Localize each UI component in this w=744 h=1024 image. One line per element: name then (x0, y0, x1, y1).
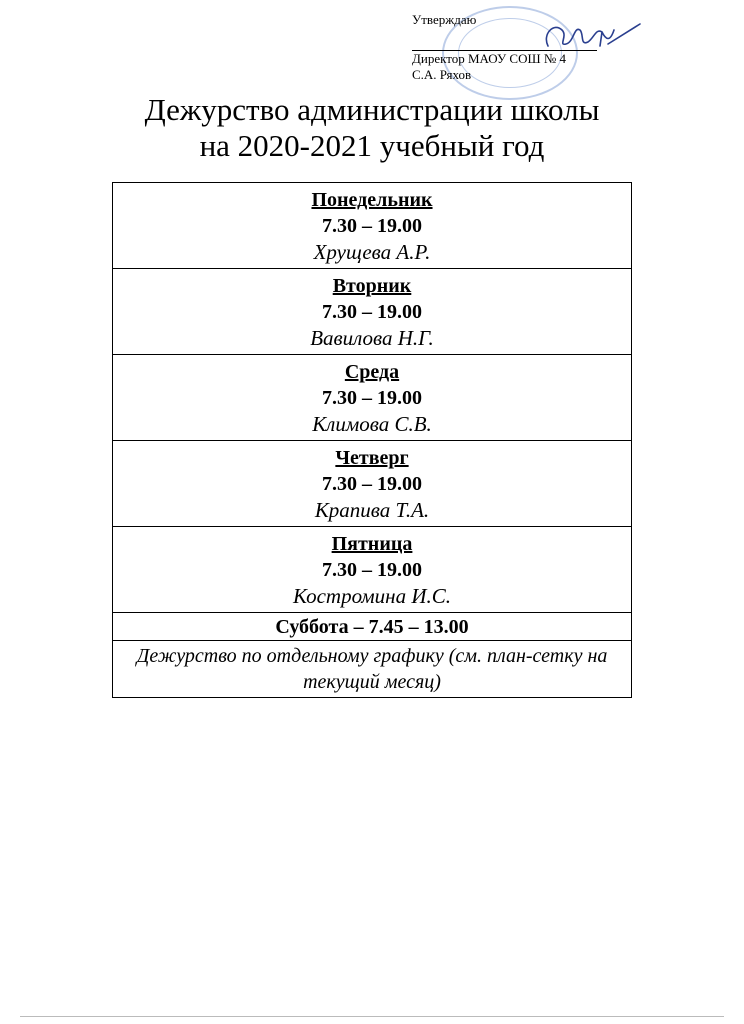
saturday-cell: Суббота – 7.45 – 13.00 (113, 613, 632, 641)
day-name: Пятница (331, 532, 413, 555)
day-name: Среда (344, 360, 400, 383)
table-row (113, 269, 632, 355)
duty-person: Крапива Т.А. (314, 497, 430, 522)
duty-time: 7.30 – 19.00 (322, 558, 422, 581)
director-name: С.А. Ряхов (412, 67, 472, 82)
duty-time: 7.30 – 19.00 (322, 300, 422, 323)
table-row (113, 355, 632, 441)
duty-person: Вавилова Н.Г. (310, 325, 434, 350)
table-row (113, 527, 632, 613)
page-title (0, 92, 744, 164)
table-row (113, 441, 632, 527)
saturday-note-cell: Дежурство по отдельному графику (см. план-сетку на текущий месяц) (113, 641, 632, 698)
director-position: Директор МАОУ СОШ № 4 (412, 51, 566, 66)
table-row (113, 613, 632, 641)
duty-person: Климова С.В. (312, 411, 432, 436)
duty-cell (113, 355, 632, 441)
duty-cell (113, 183, 632, 269)
duty-time: 7.30 – 19.00 (322, 386, 422, 409)
scan-edge-line (20, 1016, 724, 1017)
table-row (113, 641, 632, 698)
approval-label: Утверждаю (412, 12, 477, 27)
duty-person: Хрущева А.Р. (313, 239, 431, 264)
duty-cell (113, 269, 632, 355)
day-name: Понедельник (311, 188, 433, 211)
duty-cell (113, 527, 632, 613)
day-name: Вторник (332, 274, 412, 297)
title-line-2: на 2020-2021 учебный год (199, 128, 545, 163)
director-signature (540, 16, 645, 56)
title-line-1: Дежурство администрации школы (144, 92, 600, 127)
duty-person: Костромина И.С. (292, 583, 452, 608)
duty-time: 7.30 – 19.00 (322, 214, 422, 237)
table-row (113, 183, 632, 269)
duty-cell (113, 441, 632, 527)
duty-schedule-table (112, 182, 632, 698)
duty-time: 7.30 – 19.00 (322, 472, 422, 495)
day-name: Четверг (335, 446, 409, 469)
